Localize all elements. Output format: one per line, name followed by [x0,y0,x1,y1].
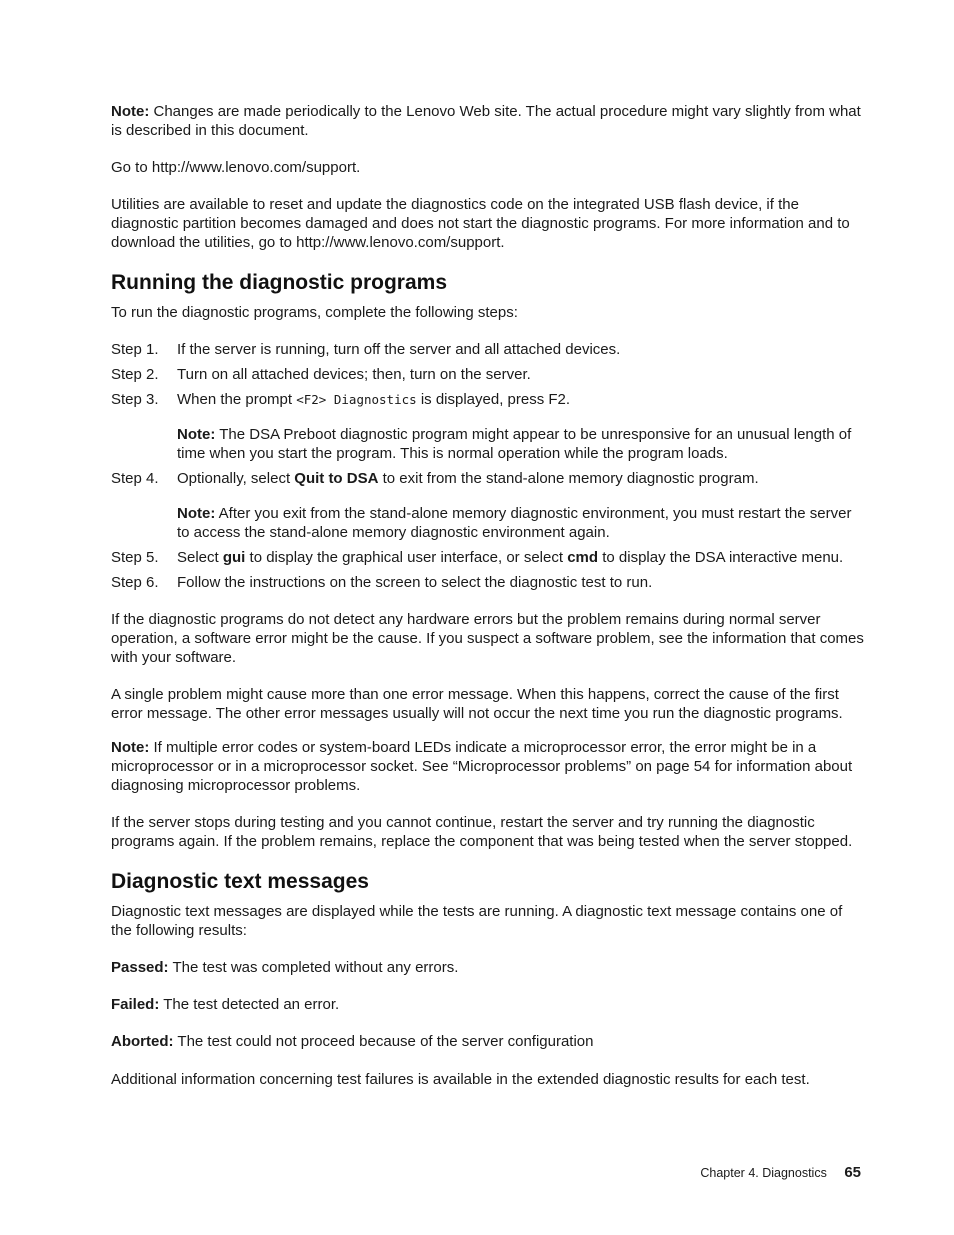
result-label: Aborted: [111,1033,174,1050]
server-stops-paragraph: If the server stops during testing and you cannot continue, restart the server and try running the diagnostic programs again. If the problem remains, replace the component that was being tested when the server stopped. [111,814,853,850]
note-text: The DSA Preboot diagnostic program might appear to be unresponsive for an unusual length of time when you start the program. This is normal operation while the program loads. [177,426,852,462]
step-2 [111,365,866,384]
result-label: Passed: [111,959,169,976]
note-label: Note: [111,739,150,756]
step-number: Step 2. [111,366,159,383]
microprocessor-note [111,738,866,795]
result-text: The test could not proceed because of the server configuration [177,1033,594,1050]
prompt-code: <F2> Diagnostics [296,392,417,407]
step-text: Select [177,549,223,566]
running-heading: Running the diagnostic programs [111,271,448,294]
goto-paragraph: Go to http://www.lenovo.com/support. [111,159,361,176]
messages-lead: Diagnostic text messages are displayed while the tests are running. A diagnostic text message contains one of the following results: [111,903,843,939]
step-4 [111,469,866,542]
intro-note [111,102,866,140]
step-text: to display the graphical user interface, or select [245,549,568,566]
step-3-note [177,425,866,463]
software-error-paragraph: If the diagnostic programs do not detect any hardware errors but the problem remains during normal server operation, a software error might be the cause. If you suspect a software problem, see the information that comes with your software. [111,611,864,666]
step-text: to display the DSA interactive menu. [598,549,844,566]
step-6 [111,573,866,592]
page-footer [700,1164,861,1181]
messages-heading: Diagnostic text messages [111,870,369,893]
step-text: When the prompt [177,391,297,408]
step-text: Turn on all attached devices; then, turn on the server. [177,366,531,383]
step-4-note [177,504,866,542]
step-text: Follow the instructions on the screen to select the diagnostic test to run. [177,574,653,591]
step-text: Optionally, select [177,470,295,487]
note-label: Note: [177,426,216,443]
step-text: is displayed, press F2. [416,391,571,408]
step-text: to exit from the stand-alone memory diagnostic program. [378,470,759,487]
result-passed [111,958,866,977]
gui-option: gui [222,549,246,566]
step-1 [111,340,866,359]
result-text: The test was completed without any errors. [172,959,459,976]
step-number: Step 5. [111,549,159,566]
result-failed [111,995,866,1014]
quit-to-dsa-option: Quit to DSA [294,470,379,487]
step-number: Step 4. [111,470,159,487]
step-number: Step 3. [111,391,159,408]
page-content [111,102,866,1089]
multiple-errors-paragraph: A single problem might cause more than one error message. When this happens, correct the cause of the first error message. The other error messages usually will not occur the next time you run the diagnostic programs. [111,686,843,722]
step-3 [111,390,866,463]
note-label: Note: [177,505,216,522]
note-label: Note: [111,103,150,120]
note-text: After you exit from the stand-alone memory diagnostic environment, you must restart the server to access the stand-alone memory diagnostic environment again. [177,505,852,541]
result-label: Failed: [111,996,160,1013]
additional-info-paragraph: Additional information concerning test failures is available in the extended diagnostic results for each test. [111,1071,810,1088]
steps-list [111,340,866,592]
note-text: Changes are made periodically to the Lenovo Web site. The actual procedure might vary slightly from what is described in this document. [111,103,861,139]
step-number: Step 1. [111,341,159,358]
result-text: The test detected an error. [163,996,340,1013]
utilities-paragraph: Utilities are available to reset and update the diagnostics code on the integrated USB flash device, if the diagnostic partition becomes damaged and does not start the diagnostic programs. For more information and to download the utilities, go to http://www.lenovo.com/support. [111,196,850,251]
note-text: If multiple error codes or system-board LEDs indicate a microprocessor error, the error might be in a microprocessor or in a microprocessor socket. See “Microprocessor problems” on page 54 for information about diagnosing microprocessor problems. [111,739,853,794]
page-number: 65 [844,1164,861,1181]
result-aborted [111,1032,866,1051]
step-5 [111,548,866,567]
running-lead: To run the diagnostic programs, complete the following steps: [111,304,518,321]
step-number: Step 6. [111,574,159,591]
step-text: If the server is running, turn off the server and all attached devices. [177,341,621,358]
cmd-option: cmd [567,549,599,566]
chapter-label: Chapter 4. Diagnostics [700,1166,827,1180]
